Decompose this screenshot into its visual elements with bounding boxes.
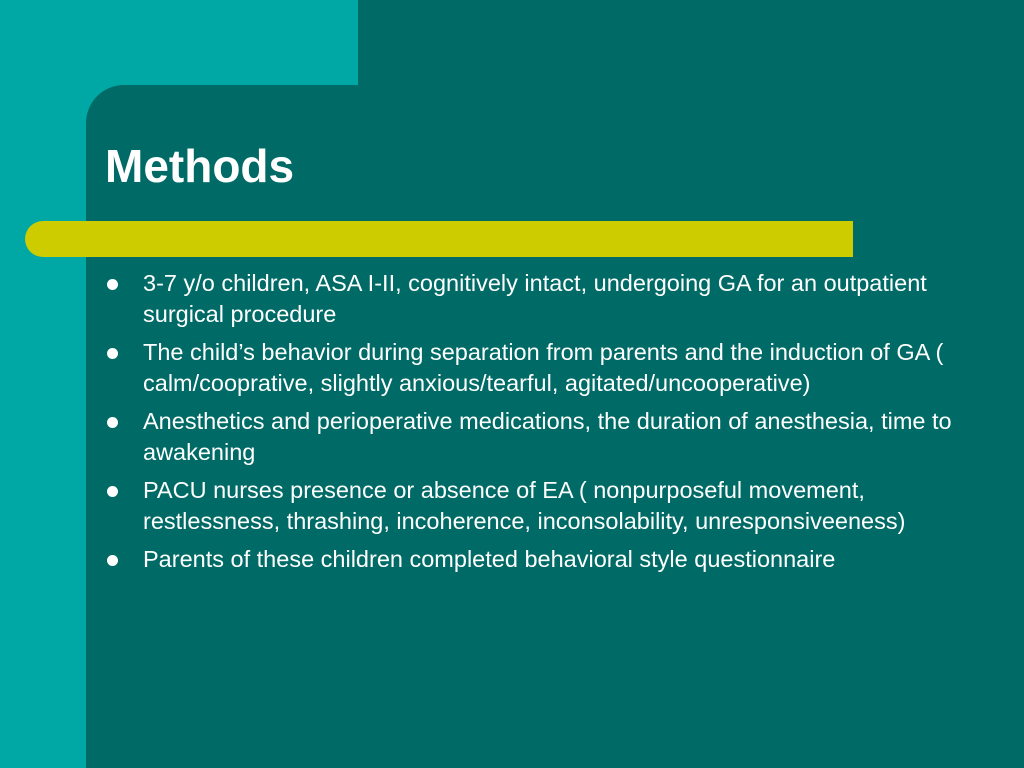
bullet-text: The child’s behavior during separation from parents and the induction of GA ( calm/cooprative, slightly anxious/tearful, agitated/uncooperative) (143, 339, 944, 396)
bullet-dot-icon (107, 555, 118, 566)
bullet-dot-icon (107, 279, 118, 290)
slide-title: Methods (105, 140, 295, 192)
bullet-text: 3-7 y/o children, ASA I-II, cognitively intact, undergoing GA for an outpatient surgical procedure (143, 270, 927, 327)
bullet-item (105, 337, 965, 399)
bullet-dot-icon (107, 348, 118, 359)
accent-bar (25, 221, 853, 257)
bullet-dot-icon (107, 417, 118, 428)
bullet-dot-icon (107, 486, 118, 497)
panel-background-top (358, 0, 1024, 90)
bullet-item (105, 475, 965, 537)
bullet-text: Anesthetics and perioperative medications, the duration of anesthesia, time to awakening (143, 408, 952, 465)
bullet-list (105, 268, 965, 582)
bullet-text: Parents of these children completed behavioral style questionnaire (143, 546, 836, 572)
bullet-text: PACU nurses presence or absence of EA ( nonpurposeful movement, restlessness, thrashing, incoherence, inconsolability, unresponsiveeness) (143, 477, 906, 534)
bullet-item (105, 406, 965, 468)
bullet-item (105, 544, 965, 575)
bullet-item (105, 268, 965, 330)
